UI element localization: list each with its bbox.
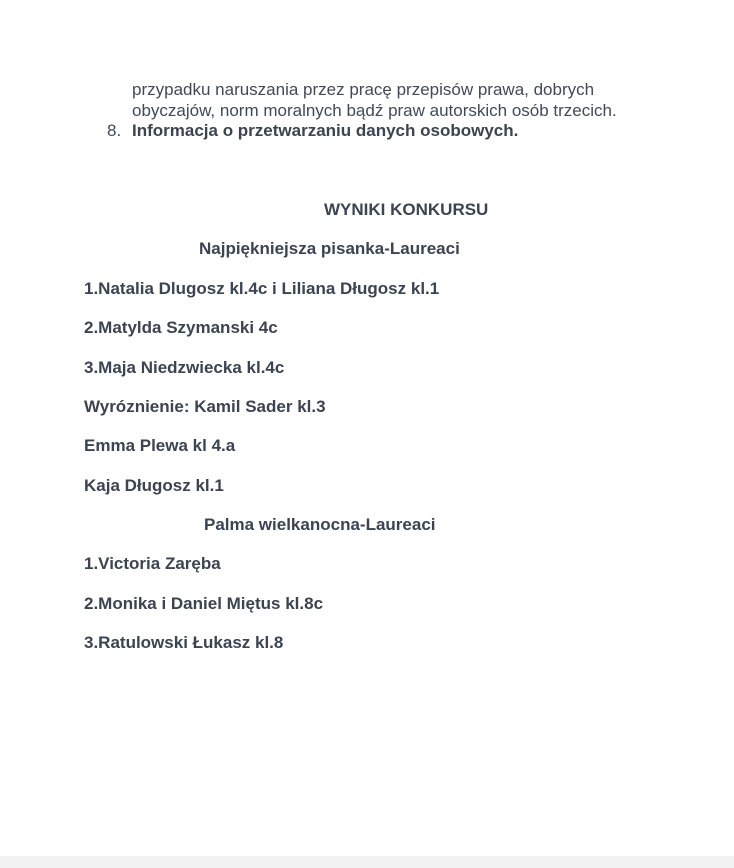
section-heading-pisanka: Najpiękniejsza pisanka-Laureaci (199, 239, 460, 258)
distinction-entry: Kaja Długosz kl.1 (84, 476, 224, 495)
distinction-entry: Wyróznienie: Kamil Sader kl.3 (84, 397, 326, 416)
laureate-entry: 1.Natalia Dlugosz kl.4c i Liliana Długosz kl.1 (84, 279, 440, 298)
results-title: WYNIKI KONKURSU (324, 200, 489, 219)
laureate-entry: 2.Matylda Szymanski 4c (84, 318, 278, 337)
laureate-entry: 3.Ratulowski Łukasz kl.8 (84, 633, 284, 652)
paragraph-line: przypadku naruszania przez pracę przepisów prawa, dobrych (132, 80, 595, 99)
laureate-entry: 2.Monika i Daniel Miętus kl.8c (84, 594, 324, 613)
list-number: 8. (107, 121, 122, 140)
laureate-entry: 3.Maja Niedzwiecka kl.4c (84, 358, 285, 377)
distinction-entry: Emma Plewa kl 4.a (84, 436, 236, 455)
laureate-entry: 1.Victoria Zaręba (84, 554, 221, 573)
list-item-heading: Informacja o przetwarzaniu danych osobowych. (132, 121, 519, 140)
paragraph-line: obyczajów, norm moralnych bądź praw autorskich osób trzecich. (132, 101, 617, 120)
section-heading-palma: Palma wielkanocna-Laureaci (204, 515, 436, 534)
